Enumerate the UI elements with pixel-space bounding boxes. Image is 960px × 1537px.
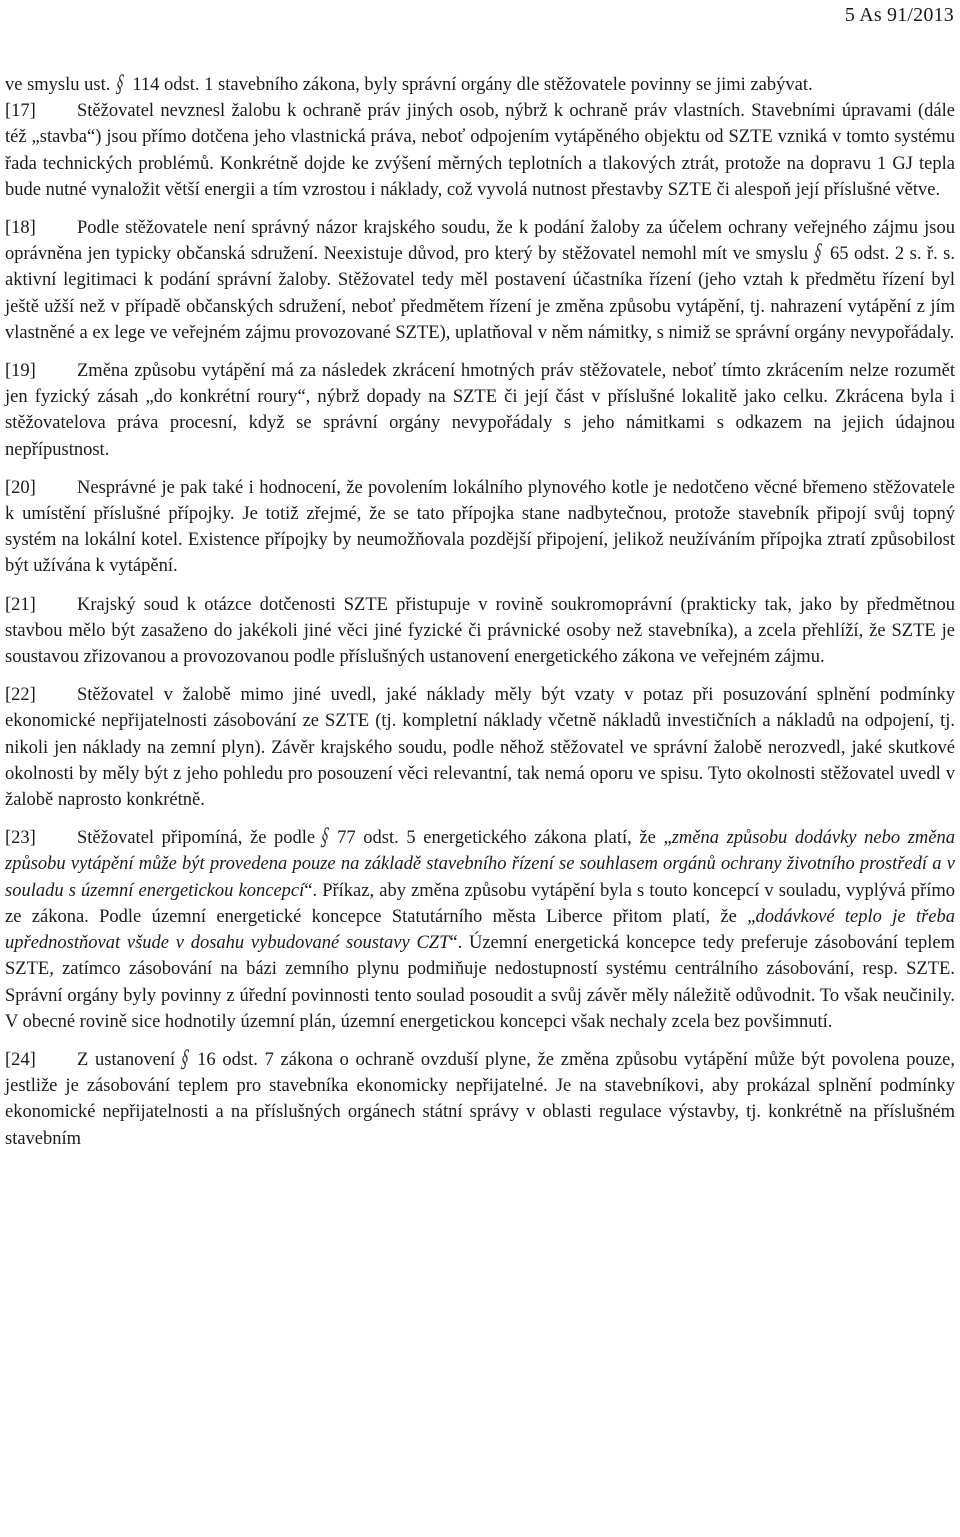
paragraph-number: [23]: [5, 828, 36, 849]
paragraph-23: [23] Stěžovatel připomíná, že podle § 77 odst. 5 energetického zákona platí, že „změna způsobu dodávky nebo změna způsobu vytápění může být provedena pouze na základě stavebního řízení se souhlasem orgánů ochrany životního prostředí a v souladu s územní energetickou koncepcí“. Příkaz, aby změna způsobu vytápění byla s touto koncepcí v souladu, vyplývá přímo ze zákona. Podle územní energetické koncepce Statutárního města Liberce přitom platí, že „dodávkové teplo je třeba upřednostňovat všude v dosahu vybudované soustavy CZT“. Územní energetická koncepce tedy preferuje zásobování teplem SZTE, zatímco zásobování na bázi zemního plynu podmiňuje nedostupností systému centrálního zásobování, resp. SZTE. Správní orgány byly povinny z úřední povinnosti tento soulad posoudit a svůj závěr měly náležitě odůvodnit. To však neučinily. V obecné rovině sice hodnotily územní plán, územní energetickou koncepci však nechaly zcela bez povšimnutí.: [5, 823, 956, 1032]
section-sign-icon: §: [180, 1044, 191, 1073]
paragraph-number: [18]: [5, 218, 36, 239]
paragraph-20: [20] Nesprávné je pak také i hodnocení, že povolením lokálního plynového kotle je nedotčeno věcné břemeno stěžovatele k umístění příslušné přípojky. Je totiž zřejmé, že se tato přípojka stane nadbytečnou, protože stavebník připojí svůj topný systém na lokální kotel. Existence přípojky by neumožňovala pozdější připojení, jelikož neužíváním přípojka ztratí způsobilost být užívána k vytápění.: [5, 475, 955, 580]
section-sign-icon: §: [813, 239, 823, 268]
section-sign-icon: §: [115, 70, 126, 98]
paragraph-number: [17]: [5, 101, 36, 122]
paragraph-number: [20]: [5, 477, 36, 498]
statute-quote: změna způsobu dodávky nebo změna způsobu vytápění může být provedena pouze na základě stavebního řízení se souhlasem orgánů ochrany životního prostředí a v souladu s územní energetickou koncepcí: [5, 828, 956, 901]
paragraph-number: [19]: [5, 361, 36, 382]
paragraph-number: [24]: [5, 1049, 36, 1070]
paragraph-24: [24] Z ustanovení § 16 odst. 7 zákona o ochraně ovzduší plyne, že změna způsobu vytápění může být povolena pouze, jestliže je zásobování teplem pro stavebníka ekonomicky nepřijatelné. Je na stavebníkovi, aby prokázal splnění podmínky ekonomické nepřijatelnosti a na příslušných orgánech státní správy v oblasti regulace výstavby, tj. konkrétně na příslušném stavebním: [5, 1044, 955, 1149]
case-number-header: 5 As 91/2013: [844, 4, 954, 26]
paragraph-16-continuation: ve smyslu ust. § 114 odst. 1 stavebního zákona, byly správní orgány dle stěžovatele povinny se jimi zabývat.: [5, 70, 813, 98]
paragraph-22: [22] Stěžovatel v žalobě mimo jiné uvedl, jaké náklady měly být vzaty v potaz při posuzování splnění podmínky ekonomické nepřijatelnosti zásobování ze SZTE (tj. kompletní náklady včetně nákladů investičních a nákladů na odpojení, tj. nikoli jen náklady na zemní plyn). Závěr krajského soudu, podle něhož stěžovatel ve správní žalobě nerozvedl, jaké skutkové okolnosti by měly být z jeho pohledu pro posouzení věci relevantní, tak nemá oporu ve spisu. Tyto okolnosti stěžovatel uvedl v žalobě naprosto konkrétně.: [5, 682, 955, 813]
paragraph-number: [22]: [5, 685, 36, 706]
paragraph-21: [21] Krajský soud k otázce dotčenosti SZTE přistupuje v rovině soukromoprávní (prakticky tak, jako by předmětnou stavbou mělo být zasaženo do jakékoli jiné věci jiné fyzické či právnické osoby než stavebníka), a zcela přehlíží, že SZTE je soustavou zřizovanou a provozovanou podle příslušných ustanovení energetického zákona ve veřejném zájmu.: [5, 592, 955, 671]
paragraph-19: [19] Změna způsobu vytápění má za následek zkrácení hmotných práv stěžovatele, neboť tímto zkrácením nelze rozumět jen fyzický zásah „do konkrétní roury“, nýbrž dopady na SZTE či její část v příslušné lokalitě jako celku. Zkrácena byla i stěžovatelova práva procesní, když se správní orgány nevypořádaly s jeho námitkami s odkazem na jejich údajnou nepřípustnost.: [5, 358, 955, 463]
paragraph-number: [21]: [5, 594, 36, 615]
paragraph-17: [17] Stěžovatel nevznesl žalobu k ochraně práv jiných osob, nýbrž k ochraně práv vlastních. Stavebními úpravami (dále též „stavba“) jsou přímo dotčena jeho vlastnická práva, neboť odpojením vytápěného objektu od SZTE vzniká v tomto systému řada technických problémů. Konkrétně dojde ke zvýšení měrných teplotních a tlakových ztrát, protože na dopravu 1 GJ tepla bude nutné vynaložit větší energii a tím vzrostou i náklady, což vyvolá nutnost přestavby SZTE či alespoň její příslušné větve.: [5, 98, 955, 203]
section-sign-icon: §: [320, 823, 331, 852]
paragraph-18: [18] Podle stěžovatele není správný názor krajského soudu, že k podání žaloby za účelem ochrany veřejného zájmu jsou oprávněna jen typicky občanská sdružení. Neexistuje důvod, pro který by stěžovatel nemohl mít ve smyslu § 65 odst. 2 s. ř. s. aktivní legitimaci k podání správní žaloby. Stěžovatel tedy měl postavení účastníka řízení (jeho vztah k předmětu řízení byl ještě užší než v případě občanských sdružení, neboť předmětem řízení je změna způsobu vytápění, tj. nahrazení vytápění z jím vlastněné a ex lege ve veřejném zájmu provozované SZTE), uplatňoval v něm námitky, s nimiž se správní orgány nevypořádaly.: [5, 215, 955, 346]
document-body: [5, 72, 955, 1164]
energy-concept-quote: dodávkové teplo je třeba upřednostňovat všude v dosahu vybudované soustavy CZT: [5, 906, 955, 954]
